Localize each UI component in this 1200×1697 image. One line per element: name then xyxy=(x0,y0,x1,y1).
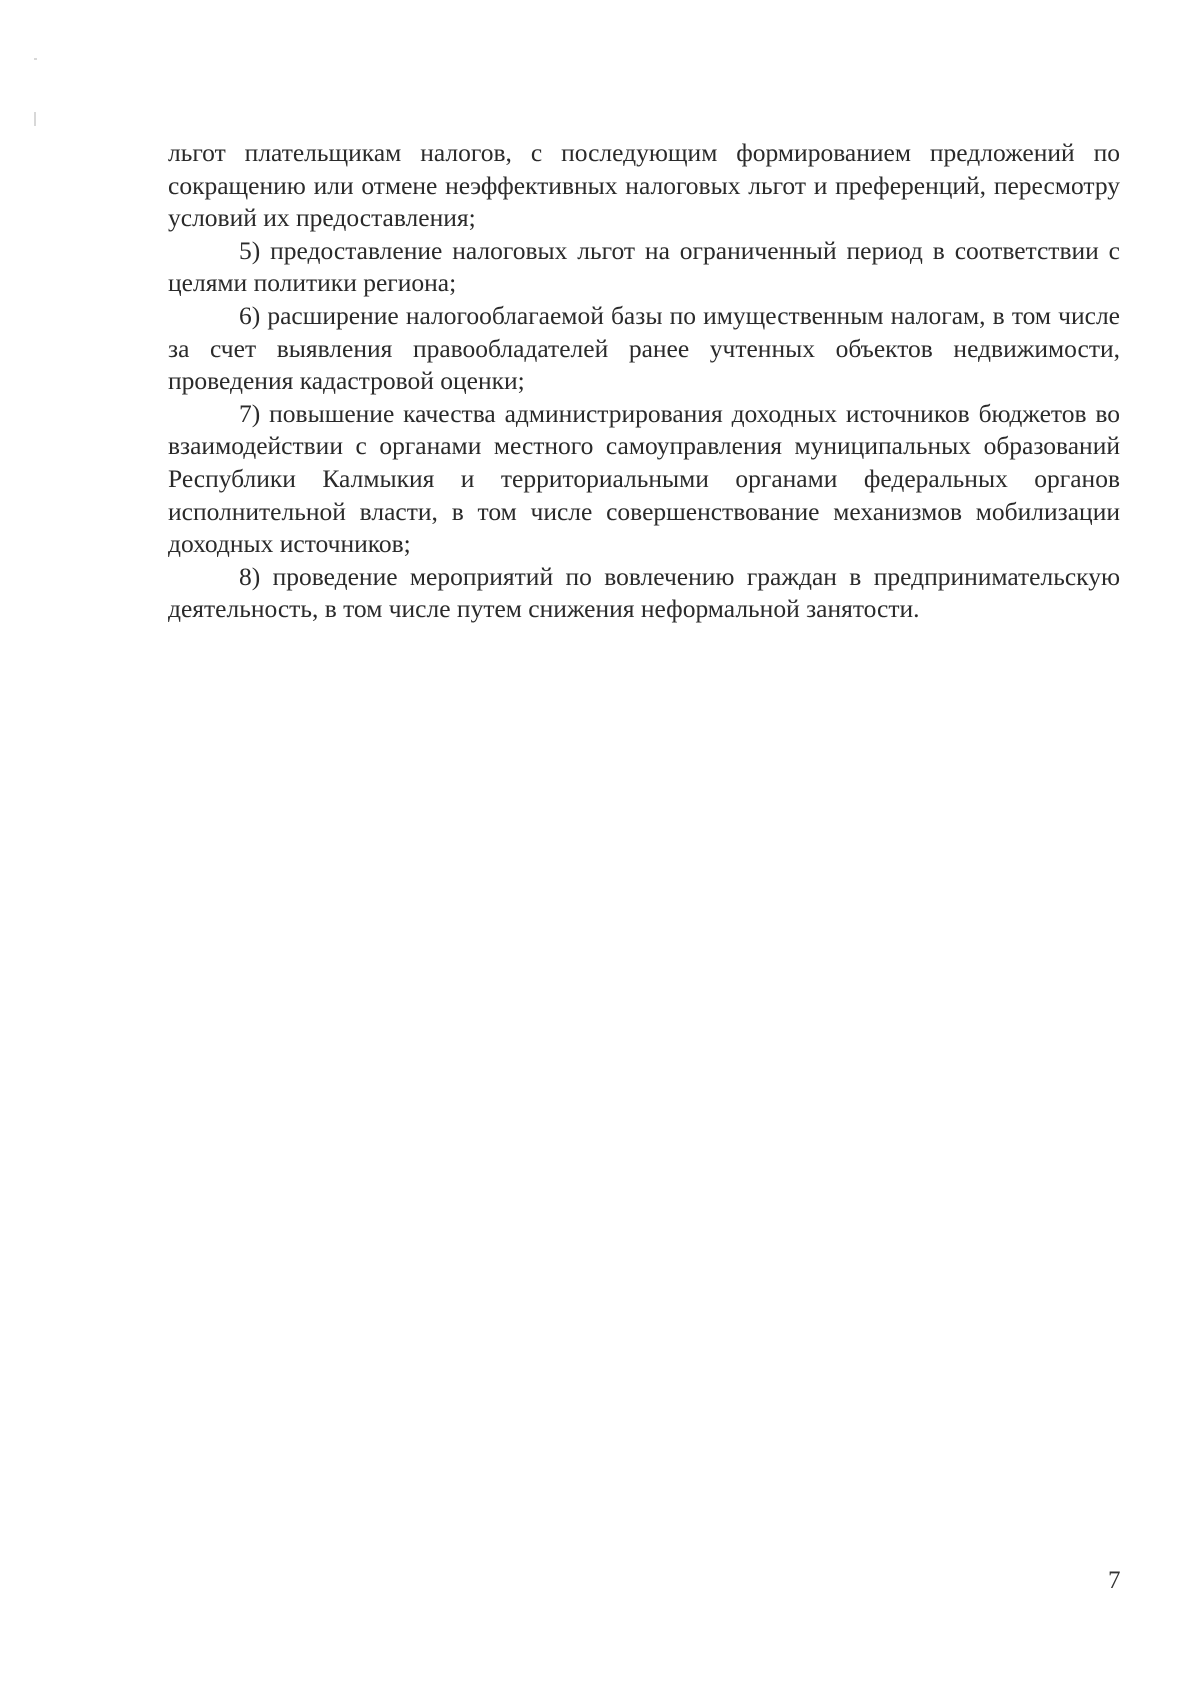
paragraph-continuation: льгот плательщикам налогов, с последующим формированием предложений по сокращению или отмене неэффективных налоговых льгот и преференций, пересмотру условий их предоставления; xyxy=(168,138,1120,233)
paragraph-item-6: 6) расширение налогооблагаемой базы по имущественным налогам, в том числе за счет выявления правообладателей ранее учтенных объектов недвижимости, проведения кадастровой оценки; xyxy=(168,300,1120,396)
scan-artifact xyxy=(34,112,36,126)
paragraph-item-7: 7) повышение качества администрирования доходных источников бюджетов во взаимодействии с органами местного самоуправления муниципальных образований Республики Калмыкия и территориальными органами федеральных органов исполнительной власти, в том числе совершенствование механизмов мобилизации доходных источников; xyxy=(168,398,1120,559)
paragraph-item-5: 5) предоставление налоговых льгот на ограниченный период в соответствии с целями политики региона; xyxy=(168,235,1120,298)
body-text xyxy=(168,137,1120,626)
page-number: 7 xyxy=(1108,1567,1121,1594)
paragraph-item-8: 8) проведение мероприятий по вовлечению граждан в предпринимательскую деятельность, в том числе путем снижения неформальной занятости. xyxy=(168,561,1120,624)
scan-artifact xyxy=(34,58,37,60)
